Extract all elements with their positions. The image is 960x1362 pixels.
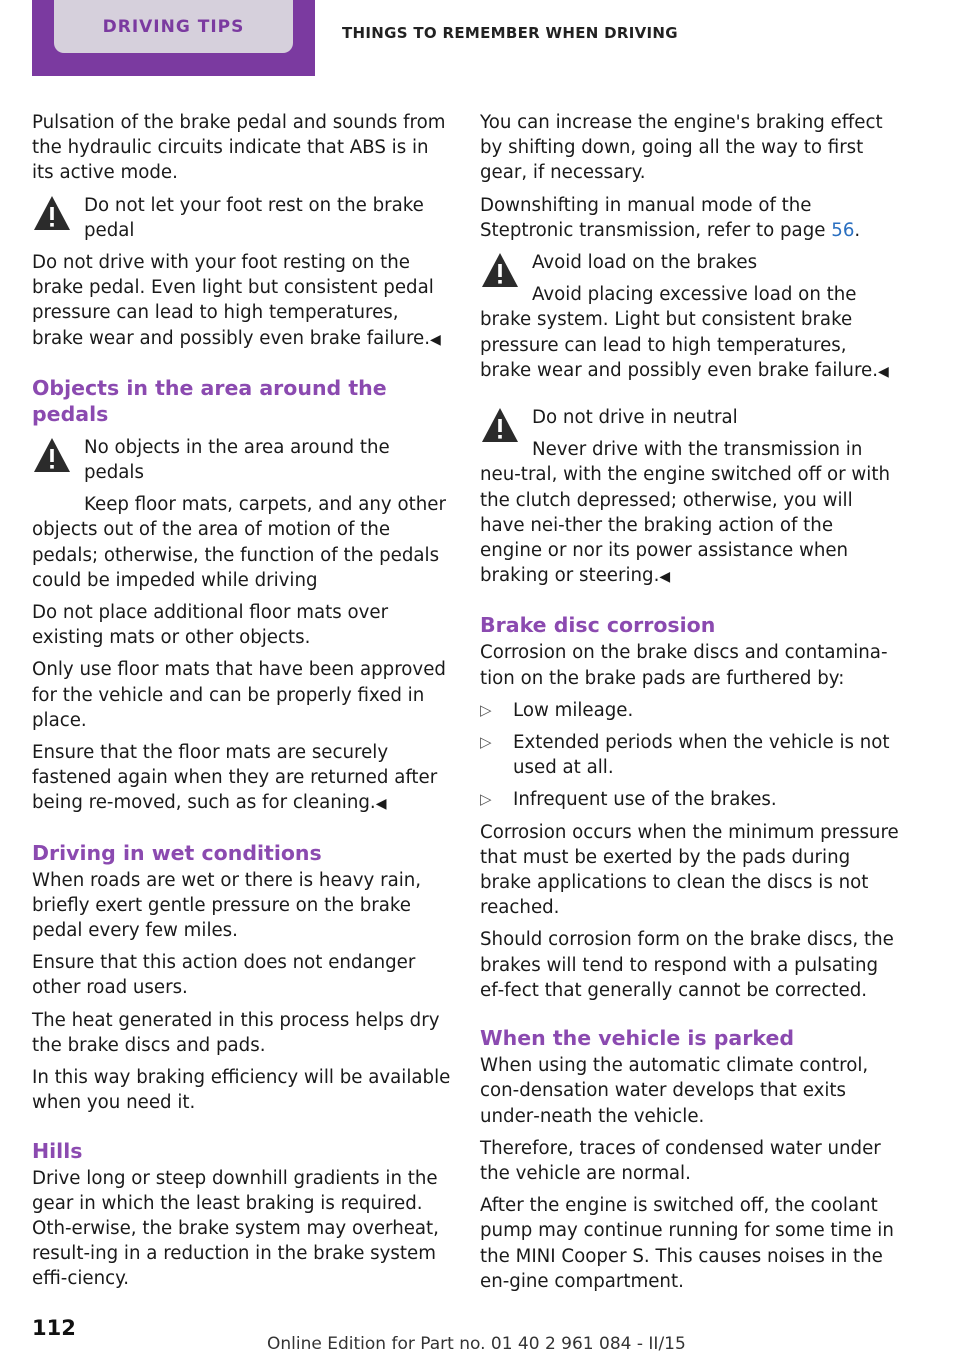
warning-foot-rest xyxy=(32,193,452,353)
list-item: ▷ Infrequent use of the brakes. xyxy=(480,787,900,812)
warning-triangle-icon xyxy=(480,250,520,290)
right-column xyxy=(480,110,900,1301)
paragraph-wet-4: In this way braking efficiency will be available when you need it. xyxy=(32,1067,451,1114)
bullet-marker: ▷ xyxy=(480,700,492,719)
chapter-tab-label: DRIVING TIPS xyxy=(102,16,245,37)
page-link[interactable]: 56 xyxy=(831,219,855,241)
warning-triangle-icon xyxy=(32,193,72,233)
heading-pedals: Objects in the area around the pedals xyxy=(32,375,387,426)
paragraph-wet-3: The heat generated in this process helps dry the brake discs and pads. xyxy=(32,1009,440,1056)
paragraph-downshifting: Downshifting in manual mode of the Steptronic transmission, refer to page 56. xyxy=(480,194,861,241)
paragraph-wet-2: Ensure that this action does not endanger other road users. xyxy=(32,952,416,999)
chapter-tab-inner xyxy=(54,0,293,53)
paragraph-engine-braking: You can increase the engine's braking effect by shifting down, going all the way to first gear, if necessary. xyxy=(480,112,883,184)
chapter-tab xyxy=(32,0,315,76)
heading-hills: Hills xyxy=(32,1138,83,1163)
heading-brake-corrosion: Brake disc corrosion xyxy=(480,613,716,638)
paragraph-parked-2: Therefore, traces of condensed water under the vehicle are normal. xyxy=(480,1137,881,1184)
section-title: THINGS TO REMEMBER WHEN DRIVING xyxy=(342,24,678,42)
page-number: 112 xyxy=(32,1316,76,1340)
warning-title: Do not drive in neutral xyxy=(532,407,738,429)
paragraph-parked-3: After the engine is switched off, the coolant pump may continue running for some time in the MINI Cooper S. This causes noises in the en‐gine compartment. xyxy=(480,1195,894,1292)
warning-body: Never drive with the transmission in neu‐tral, with the engine switched off or with the clutch depressed; otherwise, you will have nei‐ther the braking action of the engine or nor its power assistance when braking or steering.◀ xyxy=(480,439,890,587)
paragraph-parked-1: When using the automatic climate control, con‐densation water develops that exits under‐neath the vehicle. xyxy=(480,1055,869,1127)
paragraph-floor-mats-2: Only use floor mats that have been approved for the vehicle and can be properly fixed in place. xyxy=(32,659,446,731)
paragraph-abs: Pulsation of the brake pedal and sounds from the hydraulic circuits indicate that ABS is in its active mode. xyxy=(32,112,446,184)
left-column xyxy=(32,110,452,1299)
warning-title: Do not let your foot rest on the brake pedal xyxy=(84,194,424,241)
warning-body: Keep floor mats, carpets, and any other objects out of the area of motion of the pedals; otherwise, the function of the pedals could be impeded while driving xyxy=(32,494,446,591)
corrosion-causes-list xyxy=(480,698,900,813)
paragraph-wet-1: When roads are wet or there is heavy rain, briefly exert gentle pressure on the brake pedal every few miles. xyxy=(32,869,422,942)
paragraph-hills: Drive long or steep downhill gradients in the gear in which the least braking is required. Oth‐erwise, the brake system may overheat, result‐ing in a reduction in the brake system effi‐ciency. xyxy=(32,1167,439,1290)
warning-title: Avoid load on the brakes xyxy=(532,252,758,274)
end-mark: ◀ xyxy=(878,363,889,380)
paragraph-corrosion-2: Should corrosion form on the brake discs, the brakes will tend to respond with a pulsating ef‐fect that generally cannot be corrected. xyxy=(480,929,894,1001)
footer-edition: Online Edition for Part no. 01 40 2 961 084 - II/15 xyxy=(267,1334,686,1354)
warning-neutral xyxy=(480,405,900,590)
warning-body: Do not drive with your foot resting on the brake pedal. Even light but consistent pedal pressure can lead to high temperatures, brake wear and possibly even brake failure.◀ xyxy=(32,252,441,349)
warning-triangle-icon xyxy=(480,405,520,445)
bullet-marker: ▷ xyxy=(480,733,492,752)
paragraph-floor-mats-1: Do not place additional floor mats over existing mats or other objects. xyxy=(32,602,389,649)
list-item: ▷ Extended periods when the vehicle is not used at all. xyxy=(480,732,890,779)
warning-objects-pedals xyxy=(32,435,452,593)
end-mark: ◀ xyxy=(659,569,671,586)
heading-wet-conditions: Driving in wet conditions xyxy=(32,840,322,865)
warning-brake-load xyxy=(480,250,900,385)
warning-triangle-icon xyxy=(32,435,72,475)
end-mark: ◀ xyxy=(430,331,441,348)
heading-parked: When the vehicle is parked xyxy=(480,1026,795,1051)
end-mark: ◀ xyxy=(375,796,387,813)
warning-title: No objects in the area around the pedals xyxy=(84,436,390,484)
list-item: ▷ Low mileage. xyxy=(480,698,900,723)
warning-body: Avoid placing excessive load on the brake system. Light but consistent brake pressure can lead to high temperatures, brake wear and possibly even brake failure.◀ xyxy=(480,284,889,381)
bullet-marker: ▷ xyxy=(480,790,492,809)
paragraph-corrosion-intro: Corrosion on the brake discs and contamina‐tion on the brake pads are furthered by: xyxy=(480,642,888,689)
paragraph-corrosion-1: Corrosion occurs when the minimum pressure that must be exerted by the pads during brake applications to clean the discs is not reached. xyxy=(480,821,899,919)
paragraph-floor-mats-3: Ensure that the floor mats are securely fastened again when they are returned after being re‐moved, such as for cleaning.◀ xyxy=(32,742,438,814)
